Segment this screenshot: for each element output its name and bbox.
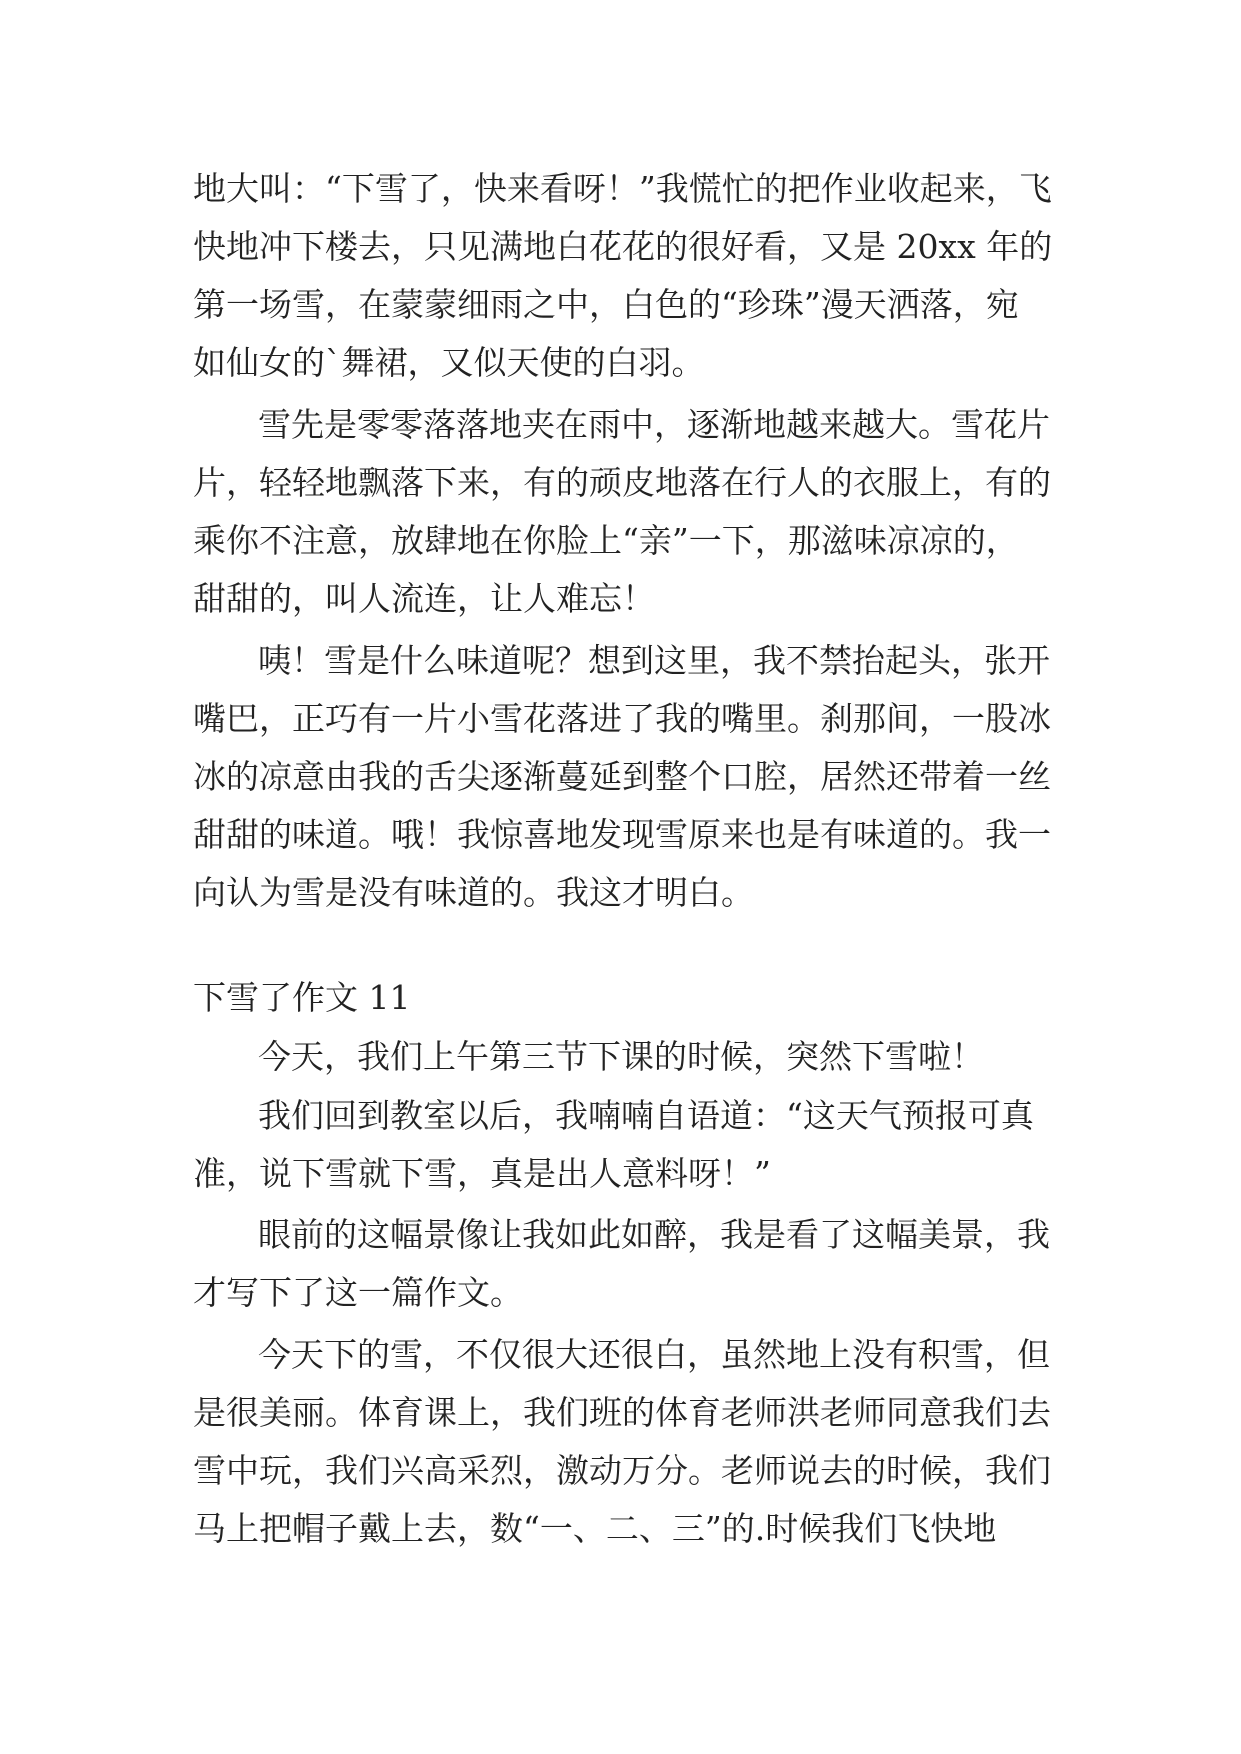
paragraph-line: 向认为雪是没有味道的。我这才明白。 [193, 873, 754, 912]
paragraph-line: 今天，我们上午第三节下课的时候，突然下雪啦！ [258, 1037, 984, 1076]
paragraph-line: 马上把帽子戴上去，数“一、二、三”的.时候我们飞快地 [193, 1509, 997, 1548]
paragraph-line: 片，轻轻地飘落下来，有的顽皮地落在行人的衣服上，有的 [193, 463, 1051, 502]
paragraph-line: 乘你不注意，放肆地在你脸上“亲”一下，那滋味凉凉的， [193, 521, 1019, 560]
paragraph-line: 我们回到教室以后，我喃喃自语道：“这天气预报可真 [258, 1096, 1034, 1135]
paragraph-line: 如仙女的`舞裙，又似天使的白羽。 [193, 343, 705, 382]
section-heading: 下雪了作文 11 [193, 978, 411, 1017]
paragraph-line: 甜甜的，叫人流连，让人难忘！ [193, 579, 655, 618]
paragraph-line: 第一场雪，在蒙蒙细雨之中，白色的“珍珠”漫天洒落，宛 [193, 285, 1019, 324]
paragraph-line: 冰的凉意由我的舌尖逐渐蔓延到整个口腔，居然还带着一丝 [193, 757, 1051, 796]
paragraph-line: 雪中玩，我们兴高采烈，激动万分。老师说去的时候，我们 [193, 1451, 1051, 1490]
paragraph-line: 今天下的雪，不仅很大还很白，虽然地上没有积雪，但 [258, 1335, 1050, 1374]
paragraph-line: 地大叫：“下雪了，快来看呀！”我慌忙的把作业收起来，飞 [193, 169, 1052, 208]
paragraph-line: 是很美丽。体育课上，我们班的体育老师洪老师同意我们去 [193, 1393, 1051, 1432]
paragraph-line: 雪先是零零落落地夹在雨中，逐渐地越来越大。雪花片 [258, 405, 1050, 444]
paragraph-line: 嘴巴，正巧有一片小雪花落进了我的嘴里。刹那间，一股冰 [193, 699, 1051, 738]
paragraph-line: 咦！雪是什么味道呢？想到这里，我不禁抬起头，张开 [258, 641, 1050, 680]
paragraph-line: 准，说下雪就下雪，真是出人意料呀！” [193, 1154, 771, 1193]
paragraph-line: 才写下了这一篇作文。 [193, 1273, 523, 1312]
paragraph-line: 快地冲下楼去，只见满地白花花的很好看，又是 20xx 年的 [193, 227, 1053, 266]
paragraph-line: 眼前的这幅景像让我如此如醉，我是看了这幅美景，我 [258, 1215, 1050, 1254]
paragraph-line: 甜甜的味道。哦！我惊喜地发现雪原来也是有味道的。我一 [193, 815, 1051, 854]
